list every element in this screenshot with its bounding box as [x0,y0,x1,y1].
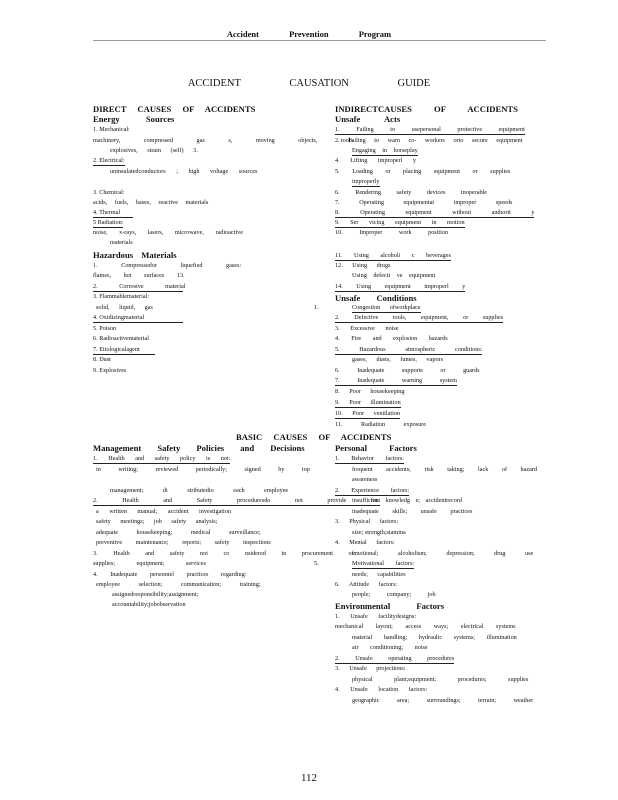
personal-line: insufficient knowledg e; accidentrecord [352,497,462,504]
hazardous-line: flames, hot surfaces 13. [93,272,185,279]
unsafe-act: Engaging in horseplay [352,147,418,154]
management-line: 2. Health and Safety proceduresdo not provide for: [93,497,380,504]
unsafe-act: 1. Failing to usepersonal protective equipment [335,126,525,133]
unsafe-act: 6. Rendering safety devices inoperable [335,189,488,196]
management-line: 4. Inadequate personnel practices regarding: [93,571,247,578]
management-line: supplies; equipment; services [93,560,206,567]
personal-line: inadequate skills; unsafe practices [352,508,473,515]
energy-sources-heading: Energy Sources [93,114,175,124]
unsafe-act: 12. Using drugs [335,262,391,269]
personal-line: emotional; alcoholism; depression; drug use [352,550,534,557]
page-number: 112 [300,772,318,784]
energy-line: noise, x-rays, lasers, microwave, radioactive [93,229,243,236]
personal-line: awareness [352,476,378,483]
environmental-factors-heading: Environmental Factors [335,601,445,611]
hazardous-line: 9. Explosives [93,367,127,374]
unsafe-act: 14. Using equipment improperl y [335,283,466,290]
header-rule [93,40,546,41]
unsafe-condition: 9. Poor illumination [335,399,401,406]
unsafe-condition: 3. Excessive noise [335,325,399,332]
energy-line: explosives, strain (self) 3. [110,147,198,154]
unsafe-act: improperly [352,178,380,185]
unsafe-condition: 10. Poor ventilation [335,410,400,417]
energy-line: 4. Thermal [93,209,133,218]
unsafe-act: 7. Operating equipmentat improper speeds [335,199,513,206]
environmental-line: air conditioning; noise [352,644,428,651]
personal-line: frequent accidents; risk taking; lack of hazard [352,466,538,473]
personal-line: 1. Behavior factors: [335,455,404,462]
environmental-line: 3. Unsafe projections: [335,665,406,672]
hazardous-line: 3. Flammablematerial: [93,293,150,300]
environmental-line: material handling; hydraulic systems; illumination [352,634,517,641]
environmental-line: mechanical layout; access ways; electrical systems [335,623,516,630]
unsafe-condition: 5. Hazardous atmospheric conditions: [335,346,483,353]
hazardous-line: 4. Oxidizingmaterial [93,314,183,323]
personal-line: 2. Experience factors: [335,487,410,494]
energy-line: materials [110,239,133,246]
hazardous-line: 2. Corrosive material [93,283,186,290]
management-line: 3. Health and safety not co nsidered in procurement of: [93,550,356,557]
personal-line: needs; capabilities [352,571,406,578]
management-line: accountability;jobobservation [112,601,186,608]
management-line: in writing; reviewed periodically; signed by top [96,466,310,473]
personal-line: 4. Mental factors: [335,539,395,546]
unsafe-act: 2. Failing to warn co- workers orto secure equipment [335,137,523,144]
management-line: employee selection; communication; training; [96,581,261,588]
hazardous-line: solid, liquid, gas [96,304,153,311]
unsafe-conditions-heading: Unsafe Conditions [335,293,417,303]
unsafe-act: 8. Operating equipment without authorit y [335,209,535,216]
unsafe-condition: 6. Inadequate supports or guards [335,367,480,374]
management-line: safety meetings; job safety analysis; [96,518,218,525]
personal-line: Motivational factors: [352,560,415,567]
environmental-line: 2. Unsafe operating procedures [335,655,455,662]
management-line: adequate housekeeping; medical surveillance; [96,529,261,536]
unsafe-act: 11. Using alcoholi c beverages [335,252,451,259]
hazardous-line: 8. Dust [93,356,111,363]
hazardous-materials-heading: Hazardous Materials [93,250,177,260]
personal-line: size; strength;stamina [352,529,406,536]
running-header: Accident Prevention Program [226,29,392,39]
environmental-line: 4. Unsafe location factors: [335,686,428,693]
environmental-line: physical plant;equipment; procedures; supplies [352,676,529,683]
management-line: 1. Health and safety policy is not: [93,455,231,462]
unsafe-condition: 8. Poor housekeeping [335,388,405,395]
unsafe-act: 4. Lifting improperl y [335,157,416,164]
unsafe-act: 10. Improper work position [335,229,449,236]
environmental-line: 1. Unsafe facilitydesigns: [335,613,417,620]
document-title: ACCIDENT CAUSATION GUIDE [187,78,431,89]
management-line: a written manual; accident investigation [96,508,231,515]
unsafe-act: 5. Loading or placing equipment or supplies [335,168,511,175]
energy-line: machinery, compressed gas s, moving objects, tools [93,137,353,144]
unsafe-condition: 11. Radiation exposure [335,421,426,428]
personal-line: people; company; job [352,591,436,598]
unsafe-condition: 7. Inadequate warning system [335,377,457,384]
hazardous-line: 5. Poison [93,325,117,332]
unsafe-condition: gases, dusts, fumes, vapors [352,356,444,363]
energy-line: uninsulatedconductors ; high voltage sources [110,168,258,175]
unsafe-acts-heading: Unsafe Acts [335,114,401,124]
direct-causes-heading: DIRECT CAUSES OF ACCIDENTS [93,104,256,114]
energy-line: 5 Radiation: [93,219,124,226]
management-line: assignedresponsibility;assignment; [112,591,199,598]
unsafe-act: Using defecti ve equipment [352,272,436,279]
condition-number: 1. [314,304,319,311]
hazardous-line: 7. Etiologicalagent [93,346,155,355]
personal-factors-heading: Personal Factors [335,443,417,453]
indirect-causes-heading: INDIRECTCAUSES OF ACCIDENTS [335,104,518,114]
unsafe-condition: 4. Fire and explosion hazards [335,335,448,342]
unsafe-act: 9. Ser vicing equipment in motion [335,219,465,226]
unsafe-condition: Congestion ofworkplace [352,304,421,311]
hazardous-line: 1. Compressedor liquefied gases: [93,262,242,269]
energy-line: 3. Chemical: [93,189,125,196]
environmental-line: geographic area; surroundings; terrain; weather [352,697,534,704]
hazardous-line: 6. Radioactivematerial [93,335,150,342]
energy-line: 2. Electrical: [93,157,125,164]
energy-line: acids, fuels, bases, reactive materials [93,199,209,206]
basic-causes-heading: BASIC CAUSES OF ACCIDENTS [236,432,392,442]
management-line: management; di stributedto each employee [110,487,289,494]
unsafe-condition: 2. Defective tools, equipment, or supplies [335,314,504,321]
personal-line: 3. Physical factors: [335,518,399,525]
personal-line: 6. Attitude factors: [335,581,398,588]
management-line: preventive maintenance; reports; safety inspections [96,539,271,546]
energy-line: 1. Mechanical: [93,126,130,133]
management-number: 5. [314,560,319,567]
management-heading: Management Safety Policies and Decisions [93,443,305,453]
